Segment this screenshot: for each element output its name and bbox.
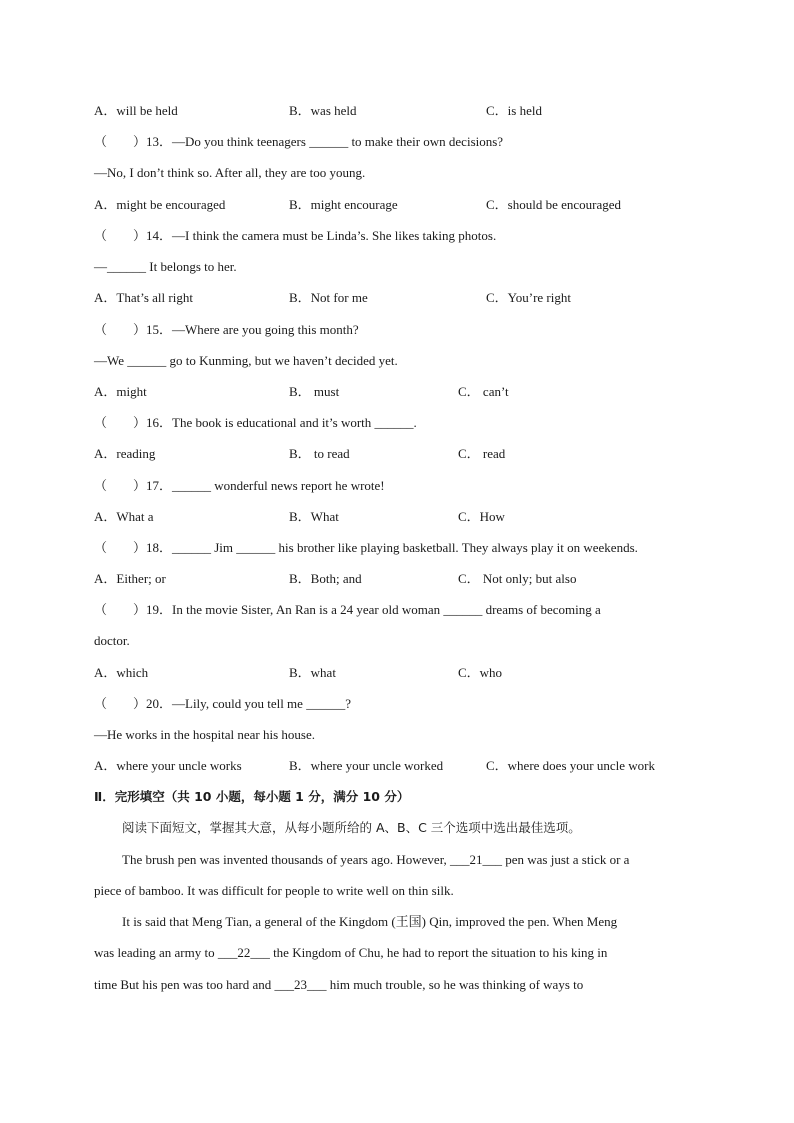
q17-option-b: B．What — [289, 509, 339, 524]
q18-option-c: C． Not only; but also — [458, 571, 577, 586]
passage-line: It is said that Meng Tian, a general of the Kingdom (王国) Qin, improved the pen. When Meng — [122, 914, 618, 929]
q15-option-a: A．might — [94, 384, 147, 399]
section-heading: Ⅱ．完形填空（共 10 小题，每小题 1 分，满分 10 分） — [94, 789, 410, 804]
q17-question: （ ）17．______ wonderful news report he wrote! — [94, 478, 385, 493]
q15-question: （ ）15．—Where are you going this month? — [94, 322, 359, 337]
passage-line: was leading an army to ___22___ the Kingdom of Chu, he had to report the situation to his king in — [94, 945, 608, 960]
q12-option-c: C．is held — [486, 103, 542, 118]
q16-option-b: B． to read — [289, 446, 350, 461]
q13-option-b: B．might encourage — [289, 197, 398, 212]
q15-option-b: B． must — [289, 384, 340, 399]
q16-option-a: A．reading — [94, 446, 156, 461]
q19-option-a: A．which — [94, 665, 149, 680]
section-instruction: 阅读下面短文，掌握其大意，从每小题所给的 A、B、C 三个选项中选出最佳选项。 — [122, 820, 581, 835]
passage-line: piece of bamboo. It was difficult for people to write well on thin silk. — [94, 883, 454, 898]
q20-question: （ ）20．—Lily, could you tell me ______? — [94, 696, 351, 711]
q18-question: （ ）18．______ Jim ______ his brother like playing basketball. They always play it on weekends. — [94, 540, 638, 555]
q16-option-c: C． read — [458, 446, 506, 461]
q19-option-b: B．what — [289, 665, 336, 680]
q14-option-c: C．You’re right — [486, 290, 571, 305]
q13-option-c: C．should be encouraged — [486, 197, 622, 212]
q19-option-c: C．who — [458, 665, 503, 680]
q17-option-a: A．What a — [94, 509, 154, 524]
q17-option-c: C．How — [458, 509, 505, 524]
q19-question-continued: doctor. — [94, 633, 130, 648]
q15-reply: —We ______ go to Kunming, but we haven’t decided yet. — [94, 353, 398, 368]
q14-reply: —______ It belongs to her. — [94, 259, 237, 274]
q19-question: （ ）19．In the movie Sister, An Ran is a 24 year old woman ______ dreams of becoming a — [94, 602, 601, 617]
q20-option-c: C．where does your uncle work — [486, 758, 655, 773]
q14-option-b: B．Not for me — [289, 290, 368, 305]
q18-option-b: B．Both; and — [289, 571, 362, 586]
passage-line: time But his pen was too hard and ___23___ him much trouble, so he was thinking of ways to — [94, 977, 584, 992]
q14-option-a: A．That’s all right — [94, 290, 193, 305]
q20-option-b: B．where your uncle worked — [289, 758, 444, 773]
q20-reply: —He works in the hospital near his house. — [94, 727, 315, 742]
q14-question: （ ）14．—I think the camera must be Linda’s. She likes taking photos. — [94, 228, 497, 243]
q16-question: （ ）16．The book is educational and it’s worth ______. — [94, 415, 417, 430]
q13-option-a: A．might be encouraged — [94, 197, 226, 212]
q13-question: （ ）13．—Do you think teenagers ______ to make their own decisions? — [94, 134, 504, 149]
passage-line: The brush pen was invented thousands of years ago. However, ___21___ pen was just a stick or a — [122, 852, 630, 867]
q13-reply: —No, I don’t think so. After all, they are too young. — [94, 165, 366, 180]
q12-option-b: B．was held — [289, 103, 357, 118]
q12-option-a: A．will be held — [94, 103, 178, 118]
q15-option-c: C． can’t — [458, 384, 509, 399]
q18-option-a: A．Either; or — [94, 571, 166, 586]
q20-option-a: A．where your uncle works — [94, 758, 242, 773]
